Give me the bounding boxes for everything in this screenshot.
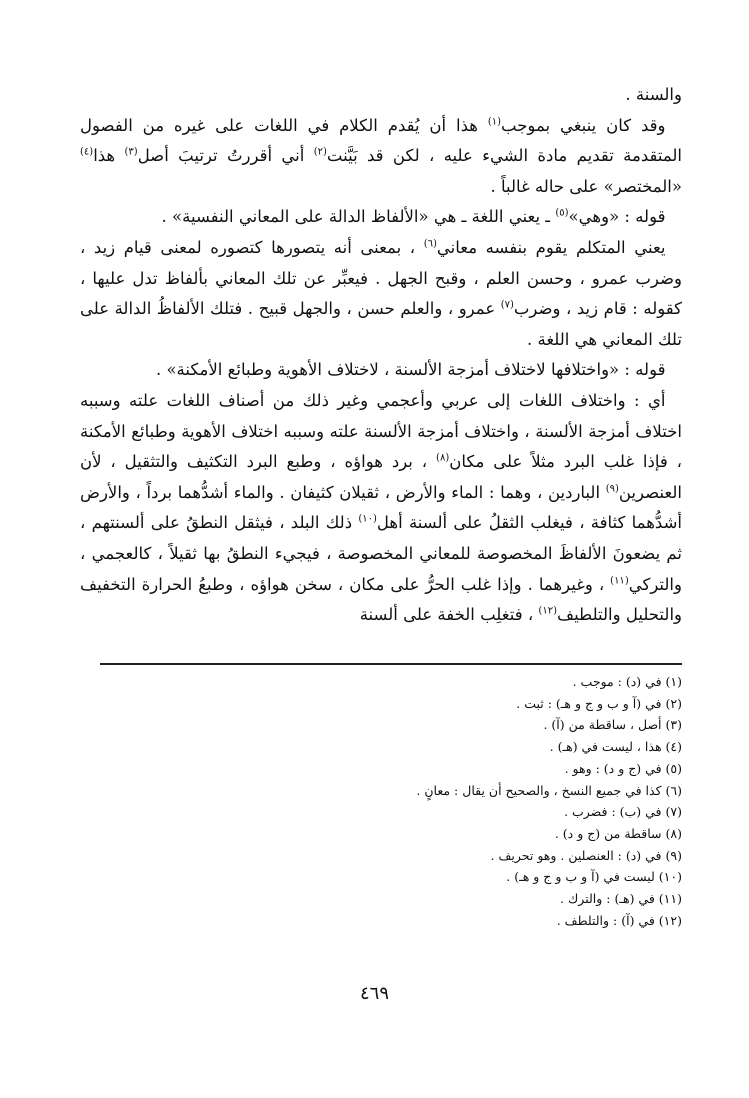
page-number: ٤٦٩ xyxy=(359,983,389,1004)
footnote-ref-3: (٣) xyxy=(124,146,138,158)
footnote-item: (٨) ساقطة من (ج و د) . xyxy=(554,825,682,841)
footnote-ref-5: (٥) xyxy=(555,207,569,219)
paragraph-2: وقد كان ينبغي بموجب$^{(١)}$ هذا أن يُقدم الكلام في اللغات على غيره من الفصول المتقدمة تقديم مادة الشيء عليه ، لكن قد بَيَّنت$^{(٢)}$ أني أقررتُ ترتيبَ أصل$^{(٣)}$ هذا$^{(٤)}$ «المختصر» على حاله غالباً . xyxy=(80,115,682,196)
paragraph-3: قوله : «وهي»$^{(٥)}$ ـ يعني اللغة ـ هي «الألفاظ الدالة على المعاني النفسية» . xyxy=(161,207,666,227)
footnote-item: (٦) كذا في جميع النسخ ، والصحيح أن يقال : معانٍ . xyxy=(416,782,682,798)
footnote-ref-9: (٩) xyxy=(605,483,619,495)
footnote-ref-4: (٤) xyxy=(80,146,94,158)
footnote-ref-12: (١٢) xyxy=(538,605,557,617)
footnote-ref-2: (٢) xyxy=(313,146,327,158)
paragraph-4: يعني المتكلم يقوم بنفسه معاني$^{(٦)}$ ، بمعنى أنه يتصورها كتصوره لمعنى قيام زيد ، وضرب عمرو ، وحسن العلم ، وقبح الجهل . فيعبِّر عن تلك المعاني بألفاظ تدل عليها ، كقوله : قام زيد ، وضرب$^{(٧)}$ عمرو ، والعلم حسن ، والجهل قبيح . فتلك الألفاظُ الدالة على تلك المعاني هي اللغة . xyxy=(80,237,682,349)
footnote-ref-10: (١٠) xyxy=(358,513,377,525)
footnote-item: (٧) في (ب) : فضرب . xyxy=(564,804,682,820)
footnote-ref-8: (٨) xyxy=(436,452,450,464)
footnote-ref-1: (١) xyxy=(487,116,502,128)
paragraph-6: أي : واختلاف اللغات إلى عربي وأعجمي وغير ذلك من أصناف اللغات علته وسببه اختلاف أمزجة الألسنة ، واختلاف أمزجة الألسنة علته وسببه اختلاف الأهوية وطبائع الأمكنة ، فإذا غلب البرد مثلاً على مكان$^{(٨)}$ ، برد هواؤه ، وطبع البرد التكثيف والتثقيل ، لأن العنصرين$^{(٩)}$ الباردين ، وهما : الماء والأرض ، ثقيلان كثيفان . والماء أشدُّهما برداً ، والأرض أشدُّهما كثافة ، فيغلب الثقلُ على ألسنة أهل$^{(١٠)}$ ذلك البلد ، فيثقل النطقُ على ألسنتهم ، ثم يضعونَ الألفاظَ المخصوصة للمعاني المخصوصة ، فيجيء النطقُ بها ثقيلاً ، كالعجمي ، والتركي$^{(١١)}$ ، وغيرهما . وإذا غلب الحرُّ على مكان ، سخن هواؤه ، وطبعُ الحرارة التخفيف والتحليل والتلطيف$^{(١٢)}$ ، فتغلِب الخفة على ألسنة xyxy=(80,390,683,625)
main-text xyxy=(80,80,682,631)
footnote-item: (٣) أصل ، ساقطة من (آ) . xyxy=(543,717,682,733)
footnote-item: (١) في (د) : موجب . xyxy=(572,674,682,689)
footnote-item: (٩) في (د) : العنصلين . وهو تحريف . xyxy=(490,847,682,863)
footnote-item: (١٢) في (آ) : والتلطف . xyxy=(556,912,682,928)
footnote-ref-6: (٦) xyxy=(423,238,437,250)
paragraph-5: قوله : «واختلافها لاختلاف أمزجة الألسنة ، لاختلاف الأهوية وطبائع الأمكنة» . xyxy=(155,360,666,380)
footnote-ref-7: (٧) xyxy=(500,299,514,311)
footnote-item: (٤) هذا ، ليست في (هـ) . xyxy=(549,739,682,755)
footnote-divider xyxy=(100,663,682,665)
footnotes xyxy=(150,671,682,931)
paragraph-1: والسنة . xyxy=(625,85,682,104)
footnote-item: (٥) في (ج و د) : وهو . xyxy=(564,760,682,776)
footnote-item: (١١) في (هـ) : والترك . xyxy=(560,891,682,907)
footnote-ref-11: (١١) xyxy=(610,575,629,586)
footnote-item: (٢) في (آ و ب و ج و هـ) : ثبت . xyxy=(516,695,682,711)
footnote-item: (١٠) ليست في (آ و ب و ج و هـ) . xyxy=(506,869,682,885)
